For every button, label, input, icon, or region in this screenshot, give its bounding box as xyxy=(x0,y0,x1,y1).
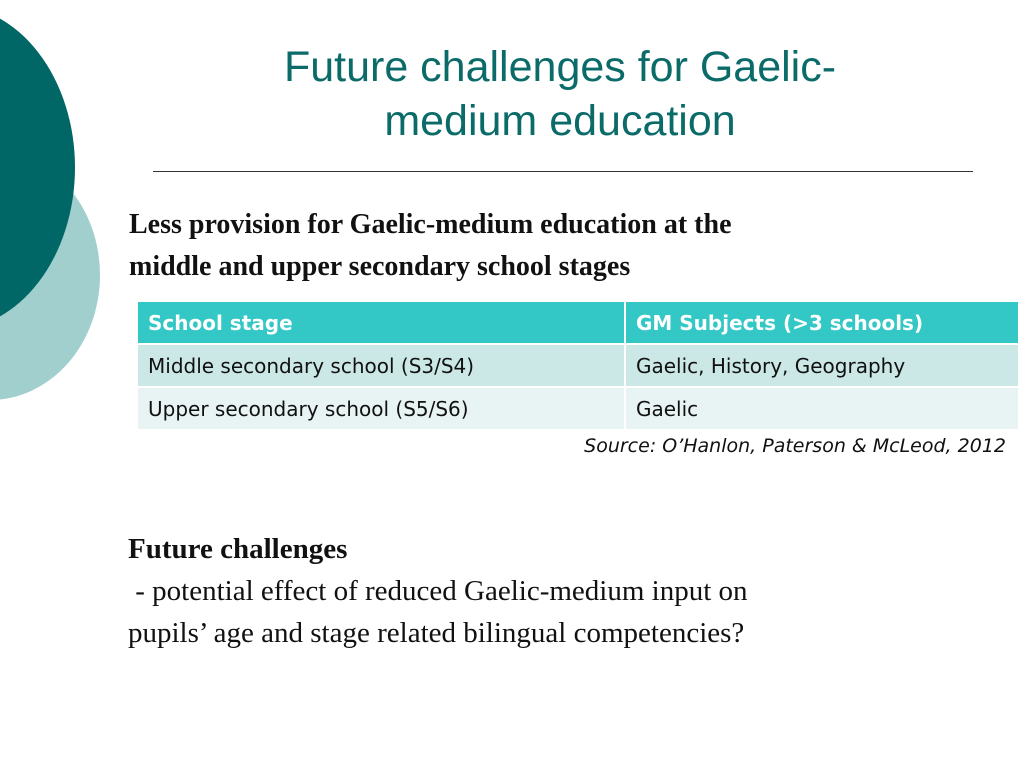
future-challenges-block xyxy=(128,528,988,654)
table-row xyxy=(138,344,1019,387)
future-challenges-line-1: - potential effect of reduced Gaelic-medium input on xyxy=(128,575,748,607)
cell-school-stage: Upper secondary school (S5/S6) xyxy=(138,387,625,430)
section-heading-line-1: Less provision for Gaelic-medium education at the xyxy=(129,209,732,240)
slide-title-line-1: Future challenges for Gaelic- xyxy=(283,43,837,91)
cell-gm-subjects: Gaelic, History, Geography xyxy=(625,344,1019,387)
slide-title xyxy=(150,40,970,148)
section-heading xyxy=(129,204,989,288)
cell-gm-subjects: Gaelic xyxy=(625,387,1019,430)
title-divider xyxy=(153,171,973,172)
table-header-row xyxy=(138,302,1019,344)
section-heading-line-2: middle and upper secondary school stages xyxy=(129,251,631,282)
school-stage-table xyxy=(138,302,1020,431)
slide-title-line-2: medium education xyxy=(384,97,736,145)
table-row xyxy=(138,387,1019,430)
future-challenges-heading: Future challenges xyxy=(128,533,348,565)
header-gm-subjects: GM Subjects (>3 schools) xyxy=(625,302,1019,344)
future-challenges-line-2: pupils’ age and stage related bilingual competencies? xyxy=(128,617,745,649)
cell-school-stage: Middle secondary school (S3/S4) xyxy=(138,344,625,387)
header-school-stage: School stage xyxy=(138,302,625,344)
source-citation: Source: O’Hanlon, Paterson & McLeod, 2012 xyxy=(584,435,1006,457)
